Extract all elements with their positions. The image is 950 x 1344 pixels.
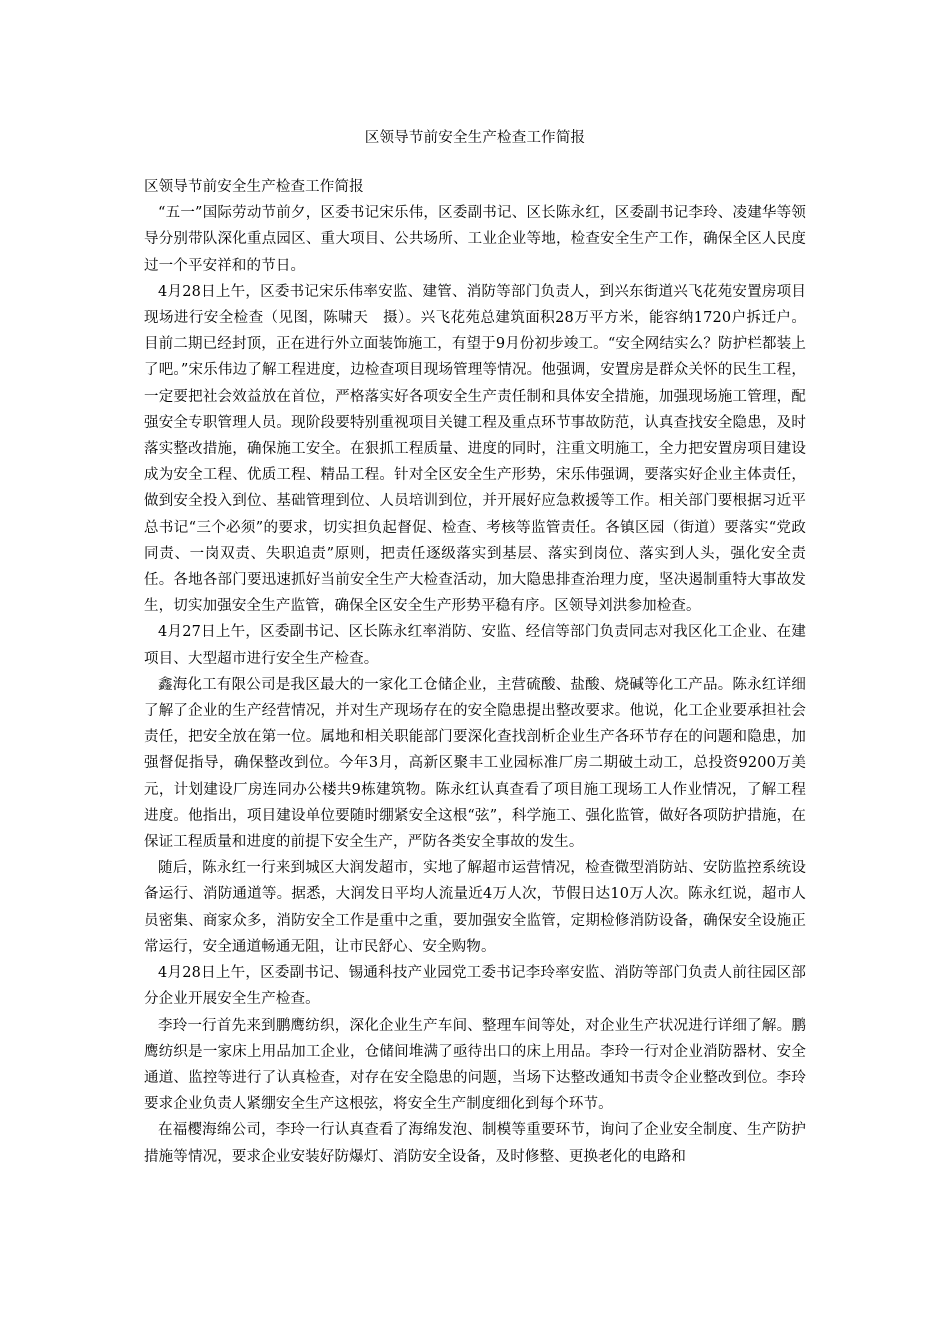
document-subtitle: 区领导节前安全生产检查工作简报 xyxy=(144,179,364,195)
paragraph-pengying-textile: 李玲一行首先来到鹏鹰纺织，深化企业生产车间、整理车间等处，对企业生产状况进行详细了解。鹏鹰纺织是一家床上用品加工企业，仓储间堆满了亟待出口的床上用品。李玲一行对企业消防器材、安全通道、监控等进行了认真检查，对存在安全隐患的问题，当场下达整改通知书责令企业整改到位。李玲要求企业负责人紧绷安全生产这根弦，将安全生产制度细化到每个环节。 xyxy=(144,1017,806,1113)
document-title: 区领导节前安全生产检查工作简报 xyxy=(364,130,586,146)
paragraph-holiday-intro: “五一”国际劳动节前夕，区委书记宋乐伟，区委副书记、区长陈永红，区委副书记李玲、凌建华等领导分别带队深化重点园区、重大项目、公共场所、工业企业等地，检查安全生产工作，确保全区人民度过一个平安祥和的节日。 xyxy=(144,205,806,274)
paragraph-rt-mart-supermarket: 随后，陈永红一行来到城区大润发超市，实地了解超市运营情况，检查微型消防站、安防监控系统设备运行、消防通道等。据悉，大润发日平均人流量近4万人次，节假日达10万人次。陈永红说，超市人员密集、商家众多，消防安全工作是重中之重，要加强安全监管，定期检修消防设备，确保安全设施正常运行，安全通道畅通无阻，让市民舒心、安全购物。 xyxy=(144,860,806,955)
paragraph-li-ling-intro: 4月28日上午，区委副书记、锡通科技产业园党工委书记李玲率安监、消防等部门负责人前往园区部分企业开展安全生产检查。 xyxy=(144,965,807,1008)
paragraph-fuying-sponge: 在福樱海绵公司，李玲一行认真查看了海绵发泡、制模等重要环节，询问了企业安全制度、生产防护措施等情况，要求企业安装好防爆灯、消防安全设备，及时修整、更换老化的电路和 xyxy=(144,1122,806,1165)
document-body xyxy=(144,174,806,1170)
paragraph-song-lewei-inspection: 4月28日上午，区委书记宋乐伟率安监、建管、消防等部门负责人，到兴东街道兴飞花苑安置房项目现场进行安全检查（见图，陈啸天 摄）。兴飞花苑总建筑面积28万平方米，能容纳1720户拆迁户。目前二期已经封顶，正在进行外立面装饰施工，有望于9月份初步竣工。“安全网结实么？防护栏都装上了吧。”宋乐伟边了解工程进度，边检查项目现场管理等情况。他强调，安置房是群众关怀的民生工程，一定要把社会效益放在首位，严格落实好各项安全生产责任制和具体安全措施，加强现场施工管理，配强安全专职管理人员。现阶段要特别重视项目关键工程及重点环节事故防范，认真查找安全隐患，及时落实整改措施，确保施工安全。在狠抓工程质量、进度的同时，注重文明施工，全力把安置房项目建设成为安全工程、优质工程、精品工程。针对全区安全生产形势，宋乐伟强调，要落实好企业主体责任，做到安全投入到位、基础管理到位、人员培训到位，并开展好应急救援等工作。相关部门要根据习近平总书记“三个必须”的要求，切实担负起督促、检查、考核等监管责任。各镇区园（街道）要落实“党政同责、一岗双责、失职追责”原则，把责任逐级落实到基层、落实到岗位、落实到人头，强化安全责任。各地各部门要迅速抓好当前安全生产大检查活动，加大隐患排查治理力度，坚决遏制重特大事故发生，切实加强安全生产监管，确保全区安全生产形势平稳有序。区领导刘洪参加检查。 xyxy=(144,283,807,615)
paragraph-chen-yonghong-intro: 4月27日上午，区委副书记、区长陈永红率消防、安监、经信等部门负责同志对我区化工企业、在建项目、大型超市进行安全生产检查。 xyxy=(144,624,807,667)
paragraph-xinhai-chemical: 鑫海化工有限公司是我区最大的一家化工仓储企业，主营硫酸、盐酸、烧碱等化工产品。陈永红详细了解了企业的生产经营情况，并对生产现场存在的安全隐患提出整改要求。他说，化工企业要承担社会责任，把安全放在第一位。属地和相关职能部门要深化查找剖析企业生产各环节存在的问题和隐患，加强督促指导，确保整改到位。今年3月，高新区聚丰工业园标准厂房二期破土动工，总投资9200万美元，计划建设厂房连同办公楼共9栋建筑物。陈永红认真查看了项目施工现场工人作业情况，了解工程进度。他指出，项目建设单位要随时绷紧安全这根“弦”，科学施工、强化监管，做好各项防护措施，在保证工程质量和进度的前提下安全生产，严防各类安全事故的发生。 xyxy=(144,676,806,851)
